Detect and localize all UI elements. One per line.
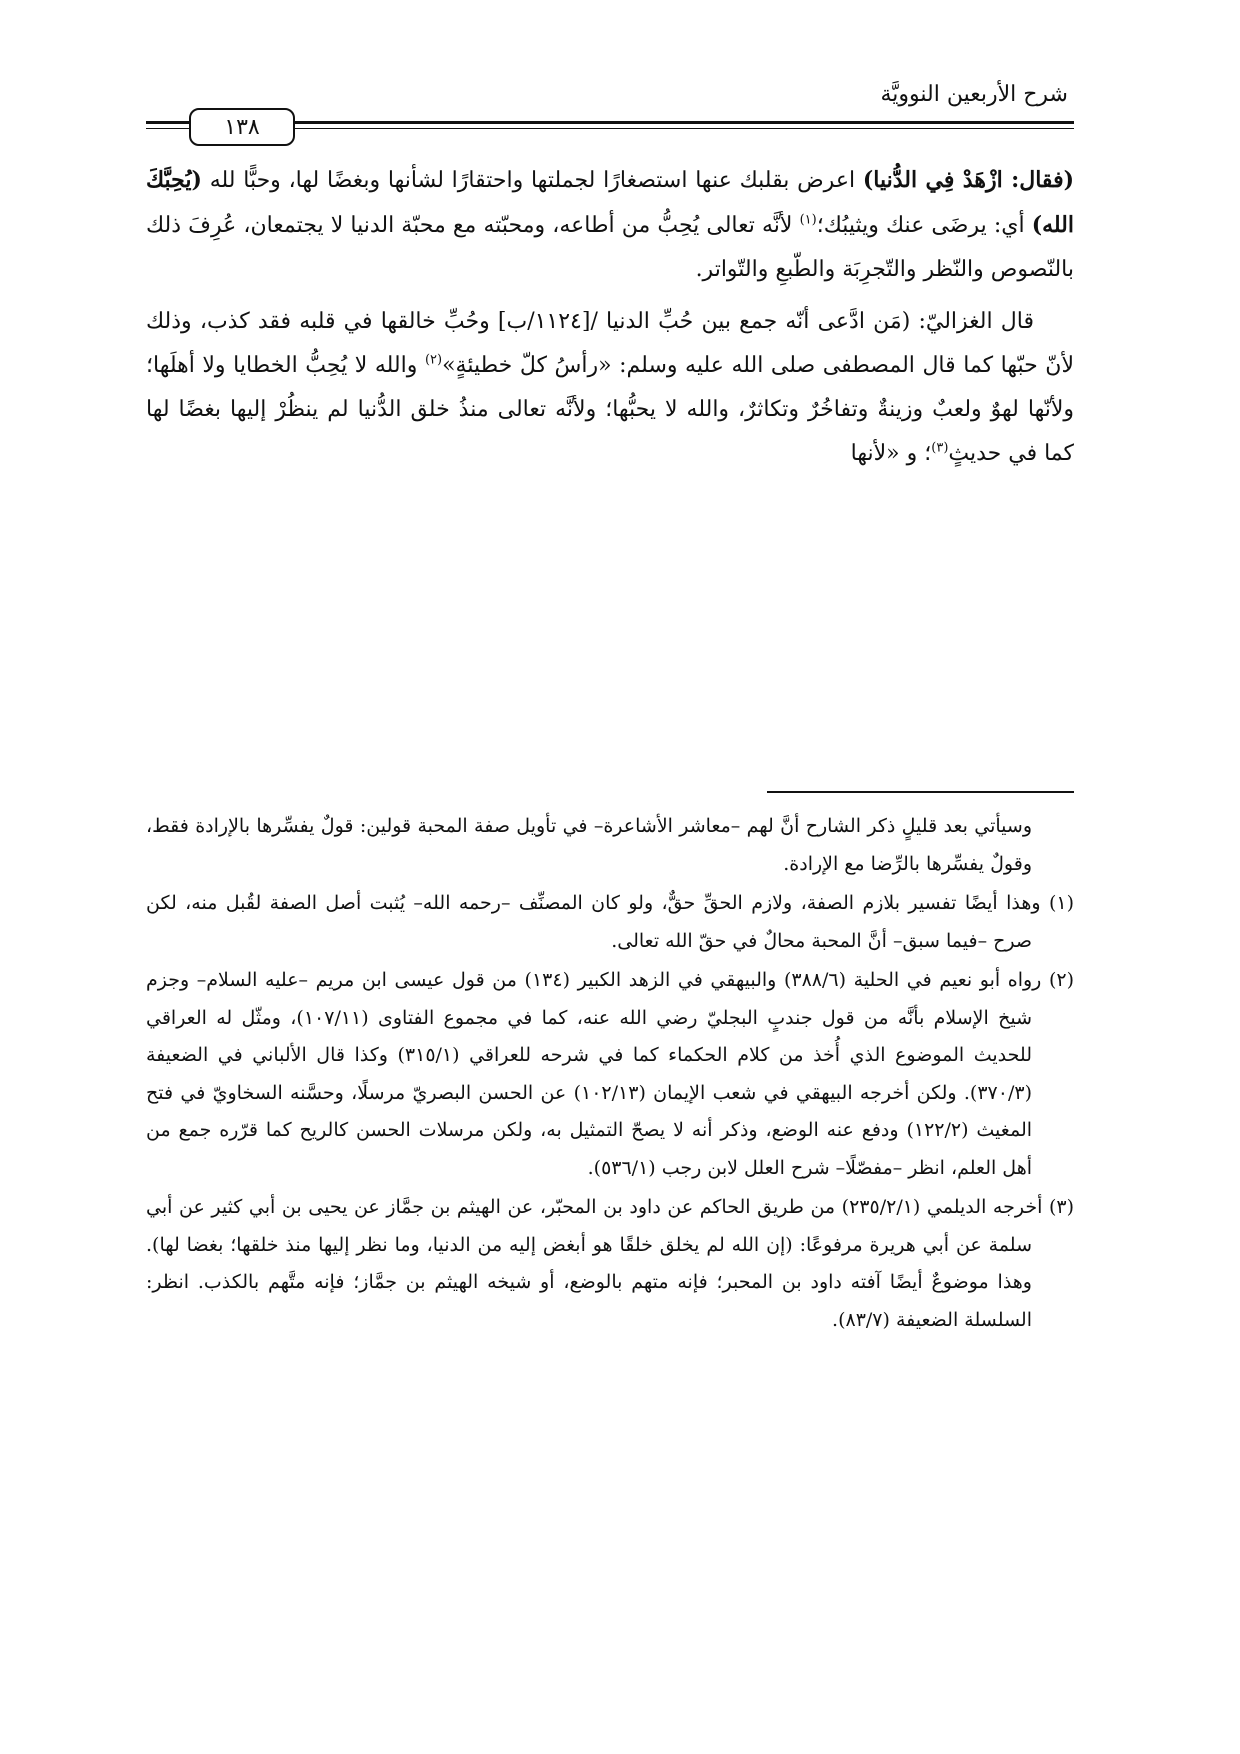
paragraph-1 [146,158,1074,292]
footnote-2: (٢) رواه أبو نعيم في الحلية (٣٨٨/٦) والبيهقي في الزهد الكبير (١٣٤) من قول عيسى ابن مريم –عليه السلام– وجزم شيخ الإسلام بأنَّه من قول جندبٍ البجليّ رضي الله عنه، كما في مجموع الفتاوى (١٠٧/١١)، ومثّل له العراقي للحديث الموضوع الذي أُخذ من كلام الحكماء كما في شرحه للعراقي (٣١٥/١) وكذا قال الألباني في الضعيفة (٣٧٠/٣). ولكن أخرجه البيهقي في شعب الإيمان (١٠٢/١٣) عن الحسن البصريّ مرسلًا، وحسَّنه السخاويّ في فتح المغيث (١٢٢/٢) ودفع عنه الوضع، وذكر أنه لا يصحّ التمثيل به، ولكن مرسلات الحسن كالريح كما قرّره جمع من أهل العلم، انظر –مفصّلًا– شرح العلل لابن رجب (٥٣٦/١). [146,969,1075,1179]
paragraph-2 [146,300,1074,476]
running-title: شرح الأربعين النوويَّة [880,82,1068,107]
footnote-ref-1: (١) [799,212,817,228]
footnote-1: (١) وهذا أيضًا تفسير بلازم الصفة، ولازم الحقِّ حقٌّ، ولو كان المصنِّف –رحمه الله– يُثبت أصل الصفة لقُبل منه، لكن صرح –فيما سبق– أنَّ المحبة محالٌ في حقّ الله تعالى. [146,892,1074,952]
text-run: اعرض بقلبك عنها استصغارًا لجملتها واحتقارًا لشأنها وبغضًا لها، وحبًّا لله [201,168,863,193]
footnote-ref-3: (٣) [931,440,949,456]
footnote-3: (٣) أخرجه الديلمي (٢٣٥/٢/١) من طريق الحاكم عن داود بن المحبّر، عن الهيثم بن جمَّاز عن يحيى بن أبي كثير عن أبي سلمة عن أبي هريرة مرفوعًا: (إن الله لم يخلق خلقًا هو أبغض إليه من الدنيا، وما نظر إليها منذ خلقها؛ بغضا لها). وهذا موضوعٌ أيضًا آفته داود بن المحبر؛ فإنه متهم بالوضع، أو شيخه الهيثم بن جمَّاز؛ فإنه متَّهم بالكذب. انظر: السلسلة الضعيفة (٨٣/٧). [146,1196,1075,1331]
text-run: قال الغزاليّ: (مَن ادَّعى أنّه جمع بين حُبِّ الدنيا /[١١٢٤/ب] وحُبِّ خالقها في قلبه فقد كذب، وذلك لأنّ حبّها كما قال المصطفى صلى الله عليه وسلم: «رأسُ كلّ خطيئةٍ» [146,309,1074,378]
hadith-quote-2: (يُحِبَّكَ الله) [146,167,1074,238]
footnote-continuation: وسيأتي بعد قليلٍ ذكر الشارح أنَّ لهم –معاشر الأشاعرة– في تأويل صفة المحبة قولين: قولٌ يفسِّرها بالإرادة فقط، وقولٌ يفسِّرها بالرِّضا مع الإرادة. [146,815,1032,875]
text-run: والله لا يُحِبُّ الخطايا ولا أهلَها؛ ولأنّها لهوٌ ولعبٌ وزينةٌ وتفاخُرٌ وتكاثرٌ، والله لا يحبُّها؛ ولأنَّه تعالى منذُ خلق الدُّنيا لم ينظُرْ إليها بغضًا لها كما في حديثٍ [146,353,1074,466]
footnote-separator [767,791,1074,793]
page-number: ١٣٨ [189,108,295,146]
hadith-quote-1: (فقال: ازْهَدْ فِي الدُّنيا) [862,167,1074,193]
footnotes [146,808,1074,1341]
footnote-ref-2: (٢) [424,352,443,368]
text-run: لأنَّه تعالى يُحِبُّ من أطاعه، ومحبّته مع محبّة الدنيا لا يجتمعان، عُرِفَ ذلك بالنّصوص والنّظر والتّجرِبَة والطّبعِ والتّواتر. [146,213,1074,282]
text-run: ؛ و «لأنها [850,441,932,466]
main-text [146,158,1074,476]
text-run: أي: يرضَى عنك ويثيبُك؛ [816,213,1032,238]
